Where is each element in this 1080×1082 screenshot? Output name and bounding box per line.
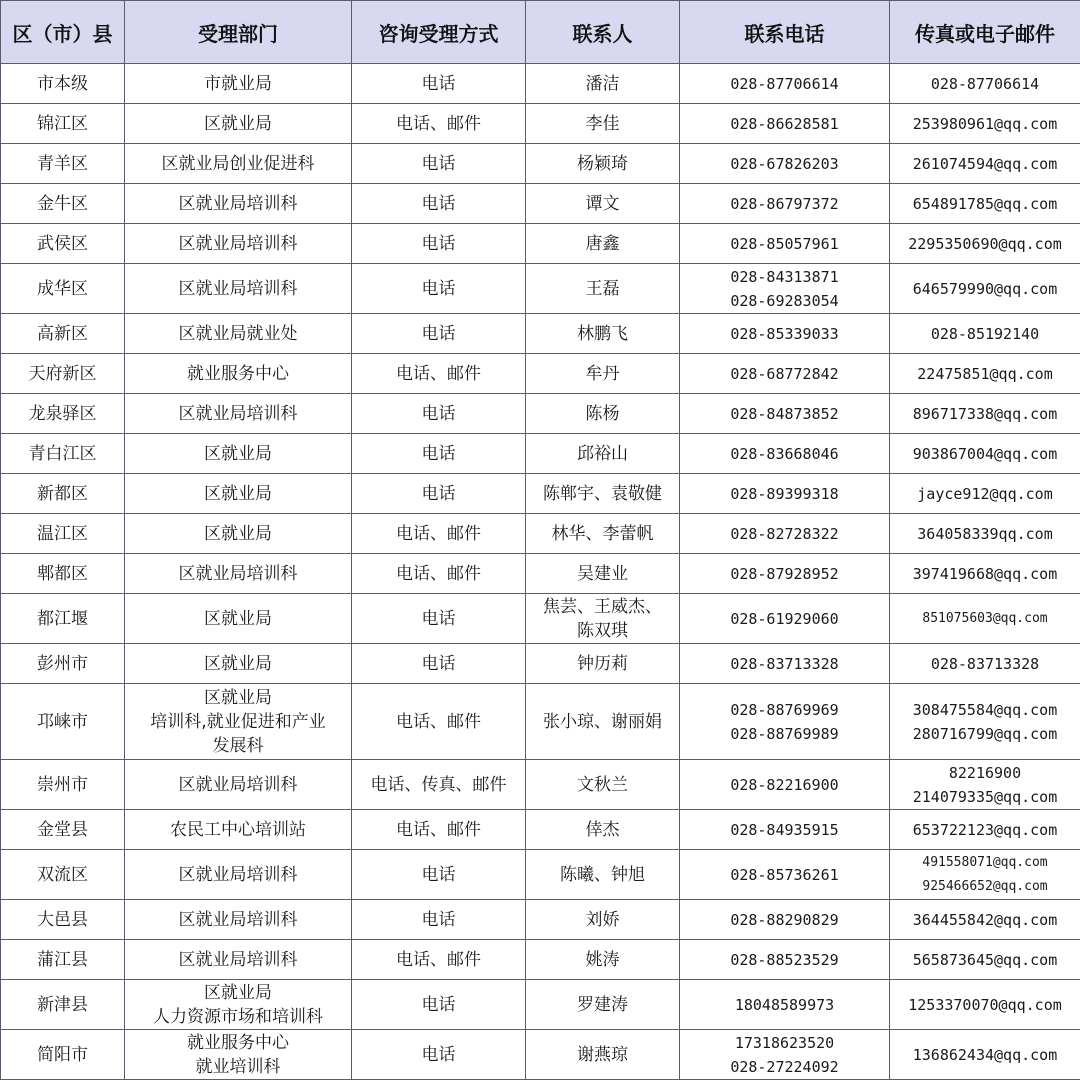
method-cell: 电话、邮件 bbox=[352, 354, 526, 394]
district-cell: 崇州市 bbox=[1, 760, 125, 810]
method-cell: 电话、邮件 bbox=[352, 940, 526, 980]
table-row bbox=[1, 760, 1080, 810]
table-row bbox=[1, 810, 1080, 850]
header-method: 咨询受理方式 bbox=[352, 1, 526, 64]
contact-cell: 李佳 bbox=[526, 104, 680, 144]
method-cell: 电话、传真、邮件 bbox=[352, 760, 526, 810]
header-contact: 联系人 bbox=[526, 1, 680, 64]
district-cell: 成华区 bbox=[1, 264, 125, 314]
district-cell: 郫都区 bbox=[1, 554, 125, 594]
phone-cell: 028-84873852 bbox=[680, 394, 890, 434]
contact-cell: 张小琼、谢丽娟 bbox=[526, 684, 680, 760]
phone-cell: 028-88523529 bbox=[680, 940, 890, 980]
table-row bbox=[1, 980, 1080, 1030]
department-cell: 农民工中心培训站 bbox=[125, 810, 352, 850]
department-cell: 区就业局培训科 bbox=[125, 554, 352, 594]
fax-email-cell: 654891785@qq.com bbox=[890, 184, 1080, 224]
district-cell: 彭州市 bbox=[1, 644, 125, 684]
fax-email-cell: 397419668@qq.com bbox=[890, 554, 1080, 594]
contact-cell: 谢燕琼 bbox=[526, 1030, 680, 1080]
department-cell: 区就业局培训科 bbox=[125, 264, 352, 314]
department-cell: 区就业局 bbox=[125, 594, 352, 644]
district-cell: 大邑县 bbox=[1, 900, 125, 940]
table-row bbox=[1, 514, 1080, 554]
fax-email-cell: 136862434@qq.com bbox=[890, 1030, 1080, 1080]
fax-email-cell: 028-83713328 bbox=[890, 644, 1080, 684]
table-row bbox=[1, 314, 1080, 354]
fax-email-cell: 903867004@qq.com bbox=[890, 434, 1080, 474]
method-cell: 电话、邮件 bbox=[352, 810, 526, 850]
contact-cell: 谭文 bbox=[526, 184, 680, 224]
phone-cell: 028-89399318 bbox=[680, 474, 890, 514]
phone-cell: 028-82728322 bbox=[680, 514, 890, 554]
table-row bbox=[1, 1030, 1080, 1080]
contact-cell: 潘洁 bbox=[526, 64, 680, 104]
phone-cell: 028-84313871 028-69283054 bbox=[680, 264, 890, 314]
table-row bbox=[1, 850, 1080, 900]
header-phone: 联系电话 bbox=[680, 1, 890, 64]
table-row bbox=[1, 644, 1080, 684]
table-row bbox=[1, 554, 1080, 594]
fax-email-cell: 261074594@qq.com bbox=[890, 144, 1080, 184]
method-cell: 电话 bbox=[352, 184, 526, 224]
contact-cell: 林鹏飞 bbox=[526, 314, 680, 354]
phone-cell: 028-85339033 bbox=[680, 314, 890, 354]
department-cell: 市就业局 bbox=[125, 64, 352, 104]
table-row bbox=[1, 104, 1080, 144]
contact-cell: 刘娇 bbox=[526, 900, 680, 940]
district-cell: 新津县 bbox=[1, 980, 125, 1030]
contact-cell: 陈郸宇、袁敬健 bbox=[526, 474, 680, 514]
contact-cell: 杨颖琦 bbox=[526, 144, 680, 184]
district-cell: 市本级 bbox=[1, 64, 125, 104]
district-cell: 新都区 bbox=[1, 474, 125, 514]
table-row bbox=[1, 394, 1080, 434]
department-cell: 区就业局 bbox=[125, 104, 352, 144]
contact-cell: 唐鑫 bbox=[526, 224, 680, 264]
table-row bbox=[1, 474, 1080, 514]
header-department: 受理部门 bbox=[125, 1, 352, 64]
method-cell: 电话 bbox=[352, 224, 526, 264]
method-cell: 电话、邮件 bbox=[352, 554, 526, 594]
method-cell: 电话 bbox=[352, 900, 526, 940]
department-cell: 区就业局 培训科,就业促进和产业 发展科 bbox=[125, 684, 352, 760]
district-cell: 金堂县 bbox=[1, 810, 125, 850]
phone-cell: 028-86628581 bbox=[680, 104, 890, 144]
department-cell: 区就业局就业处 bbox=[125, 314, 352, 354]
method-cell: 电话、邮件 bbox=[352, 684, 526, 760]
department-cell: 区就业局 人力资源市场和培训科 bbox=[125, 980, 352, 1030]
contact-cell: 陈曦、钟旭 bbox=[526, 850, 680, 900]
phone-cell: 028-82216900 bbox=[680, 760, 890, 810]
contact-cell: 陈杨 bbox=[526, 394, 680, 434]
header-fax-email: 传真或电子邮件 bbox=[890, 1, 1080, 64]
phone-cell: 028-68772842 bbox=[680, 354, 890, 394]
table-row bbox=[1, 900, 1080, 940]
fax-email-cell: 565873645@qq.com bbox=[890, 940, 1080, 980]
department-cell: 区就业局创业促进科 bbox=[125, 144, 352, 184]
department-cell: 就业服务中心 bbox=[125, 354, 352, 394]
header-row bbox=[1, 1, 1080, 64]
method-cell: 电话 bbox=[352, 644, 526, 684]
phone-cell: 028-88290829 bbox=[680, 900, 890, 940]
phone-cell: 028-67826203 bbox=[680, 144, 890, 184]
header-district: 区（市）县 bbox=[1, 1, 125, 64]
fax-email-cell: 308475584@qq.com 280716799@qq.com bbox=[890, 684, 1080, 760]
fax-email-cell: 653722123@qq.com bbox=[890, 810, 1080, 850]
department-cell: 区就业局 bbox=[125, 474, 352, 514]
phone-cell: 028-83668046 bbox=[680, 434, 890, 474]
district-cell: 青白江区 bbox=[1, 434, 125, 474]
contact-cell: 文秋兰 bbox=[526, 760, 680, 810]
district-cell: 武侯区 bbox=[1, 224, 125, 264]
table-row bbox=[1, 940, 1080, 980]
department-cell: 区就业局培训科 bbox=[125, 900, 352, 940]
fax-email-cell: 364058339qq.com bbox=[890, 514, 1080, 554]
contact-cell: 姚涛 bbox=[526, 940, 680, 980]
department-cell: 区就业局培训科 bbox=[125, 940, 352, 980]
phone-cell: 028-85057961 bbox=[680, 224, 890, 264]
phone-cell: 028-85736261 bbox=[680, 850, 890, 900]
phone-cell: 028-88769969 028-88769989 bbox=[680, 684, 890, 760]
phone-cell: 028-87928952 bbox=[680, 554, 890, 594]
phone-cell: 028-86797372 bbox=[680, 184, 890, 224]
fax-email-cell: 82216900 214079335@qq.com bbox=[890, 760, 1080, 810]
fax-email-cell: 851075603@qq.com bbox=[890, 594, 1080, 644]
table-row bbox=[1, 224, 1080, 264]
department-cell: 区就业局 bbox=[125, 434, 352, 474]
table-row bbox=[1, 144, 1080, 184]
method-cell: 电话 bbox=[352, 850, 526, 900]
department-cell: 区就业局培训科 bbox=[125, 184, 352, 224]
department-cell: 区就业局培训科 bbox=[125, 850, 352, 900]
method-cell: 电话 bbox=[352, 394, 526, 434]
department-cell: 区就业局培训科 bbox=[125, 394, 352, 434]
method-cell: 电话 bbox=[352, 980, 526, 1030]
phone-cell: 028-84935915 bbox=[680, 810, 890, 850]
fax-email-cell: 896717338@qq.com bbox=[890, 394, 1080, 434]
district-cell: 高新区 bbox=[1, 314, 125, 354]
phone-cell: 17318623520 028-27224092 bbox=[680, 1030, 890, 1080]
fax-email-cell: 028-87706614 bbox=[890, 64, 1080, 104]
fax-email-cell: 646579990@qq.com bbox=[890, 264, 1080, 314]
department-cell: 就业服务中心 就业培训科 bbox=[125, 1030, 352, 1080]
fax-email-cell: 22475851@qq.com bbox=[890, 354, 1080, 394]
method-cell: 电话 bbox=[352, 64, 526, 104]
district-cell: 双流区 bbox=[1, 850, 125, 900]
phone-cell: 028-61929060 bbox=[680, 594, 890, 644]
method-cell: 电话 bbox=[352, 434, 526, 474]
department-cell: 区就业局培训科 bbox=[125, 224, 352, 264]
phone-cell: 028-87706614 bbox=[680, 64, 890, 104]
method-cell: 电话、邮件 bbox=[352, 514, 526, 554]
table-row bbox=[1, 354, 1080, 394]
table-row bbox=[1, 684, 1080, 760]
district-cell: 邛崃市 bbox=[1, 684, 125, 760]
district-cell: 天府新区 bbox=[1, 354, 125, 394]
contact-cell: 林华、李蕾帆 bbox=[526, 514, 680, 554]
contact-cell: 焦芸、王威杰、 陈双琪 bbox=[526, 594, 680, 644]
table-row bbox=[1, 184, 1080, 224]
district-cell: 金牛区 bbox=[1, 184, 125, 224]
contact-cell: 钟历莉 bbox=[526, 644, 680, 684]
fax-email-cell: 364455842@qq.com bbox=[890, 900, 1080, 940]
table-row bbox=[1, 64, 1080, 104]
district-cell: 锦江区 bbox=[1, 104, 125, 144]
district-cell: 青羊区 bbox=[1, 144, 125, 184]
contact-cell: 邱裕山 bbox=[526, 434, 680, 474]
district-cell: 都江堰 bbox=[1, 594, 125, 644]
contact-cell: 吴建业 bbox=[526, 554, 680, 594]
fax-email-cell: 028-85192140 bbox=[890, 314, 1080, 354]
district-cell: 龙泉驿区 bbox=[1, 394, 125, 434]
fax-email-cell: 253980961@qq.com bbox=[890, 104, 1080, 144]
district-cell: 蒲江县 bbox=[1, 940, 125, 980]
fax-email-cell: jayce912@qq.com bbox=[890, 474, 1080, 514]
department-cell: 区就业局 bbox=[125, 644, 352, 684]
contact-cell: 牟丹 bbox=[526, 354, 680, 394]
method-cell: 电话 bbox=[352, 264, 526, 314]
fax-email-cell: 1253370070@qq.com bbox=[890, 980, 1080, 1030]
table-row bbox=[1, 264, 1080, 314]
department-cell: 区就业局培训科 bbox=[125, 760, 352, 810]
method-cell: 电话 bbox=[352, 1030, 526, 1080]
phone-cell: 18048589973 bbox=[680, 980, 890, 1030]
method-cell: 电话 bbox=[352, 594, 526, 644]
method-cell: 电话、邮件 bbox=[352, 104, 526, 144]
contact-cell: 罗建涛 bbox=[526, 980, 680, 1030]
fax-email-cell: 2295350690@qq.com bbox=[890, 224, 1080, 264]
contact-cell: 王磊 bbox=[526, 264, 680, 314]
phone-cell: 028-83713328 bbox=[680, 644, 890, 684]
table-row bbox=[1, 594, 1080, 644]
table-row bbox=[1, 434, 1080, 474]
method-cell: 电话 bbox=[352, 144, 526, 184]
method-cell: 电话 bbox=[352, 314, 526, 354]
contact-cell: 倖杰 bbox=[526, 810, 680, 850]
district-cell: 温江区 bbox=[1, 514, 125, 554]
fax-email-cell: 491558071@qq.com 925466652@qq.com bbox=[890, 850, 1080, 900]
district-cell: 简阳市 bbox=[1, 1030, 125, 1080]
method-cell: 电话 bbox=[352, 474, 526, 514]
department-cell: 区就业局 bbox=[125, 514, 352, 554]
